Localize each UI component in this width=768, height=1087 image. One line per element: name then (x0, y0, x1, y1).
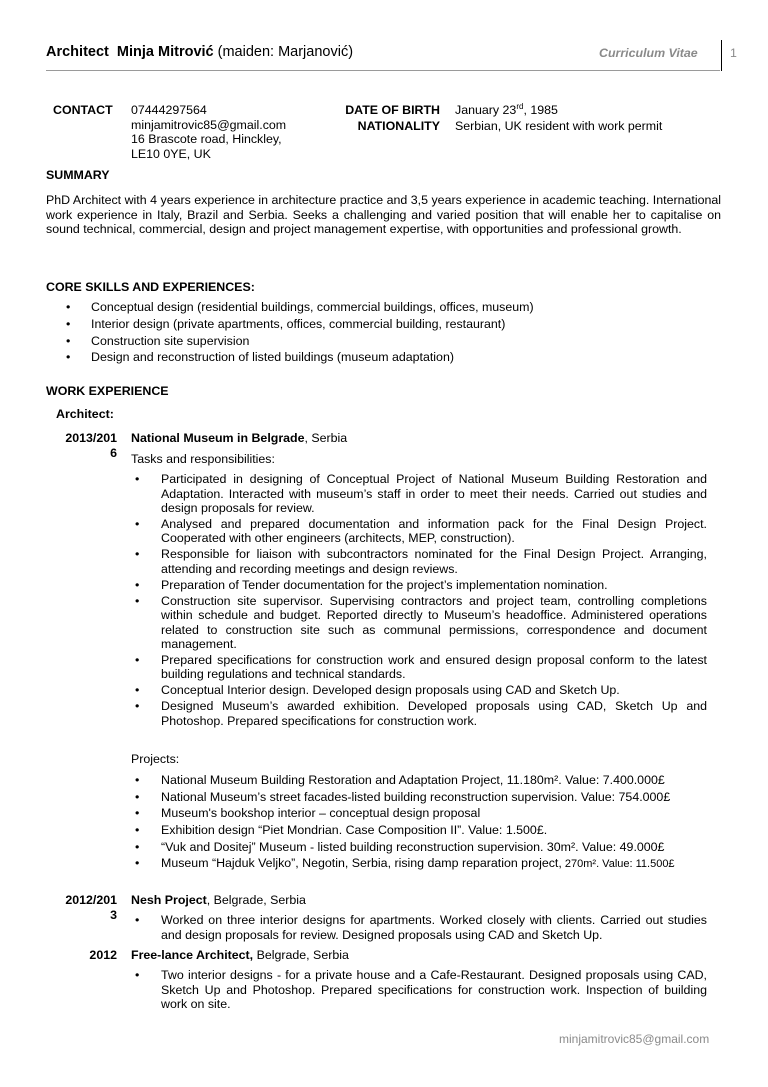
job-date: 2012/201 3 (65, 893, 117, 922)
dob-value: January 23rd, 1985 (455, 101, 558, 117)
header-vertical-divider (721, 40, 722, 71)
bullet-icon: • (135, 913, 140, 927)
footer-email: minjamitrovic85@gmail.com (559, 1032, 710, 1046)
bullet-icon: • (66, 316, 71, 331)
phone: 07444297564 (131, 103, 207, 117)
list-item: • Museum “Hajduk Veljko”, Negotin, Serbia, rising damp reparation project, 270m². Value: 11.500£ (135, 856, 675, 871)
dob-label: DATE OF BIRTH (345, 103, 440, 117)
bullet-icon: • (135, 856, 140, 871)
projects-heading: Projects: (131, 752, 180, 766)
email: minjamitrovic85@gmail.com (131, 117, 287, 132)
job-date: 2013/201 6 (65, 431, 117, 460)
bullet-icon: • (135, 968, 140, 982)
header-divider (46, 70, 720, 71)
list-item: • Construction site supervisor. Supervising contractors and project team, controlling completions within schedule and budget. Reported directly to Museum’s headoffice. Administered operations related to construction site such as communal permissions, correspondence and document management. (135, 593, 707, 652)
list-item: • “Vuk and Dositej” Museum - listed building reconstruction supervision. 30m². Value: 49.000£ (135, 839, 665, 854)
list-item: • Exhibition design “Piet Mondrian. Case Composition II”. Value: 1.500£. (135, 823, 548, 838)
job-title: National Museum in Belgrade, Serbia (131, 431, 348, 445)
skills-list (66, 300, 706, 367)
page-number: 1 (730, 46, 737, 60)
bullet-icon: • (135, 577, 140, 592)
list-item: • Two interior designs - for a private house and a Cafe-Restaurant. Designed proposals using CAD, Sketch Up and Photoshop. Prepared specifications for construction work. Inspection of building work on site. (135, 968, 707, 1011)
bullet-icon: • (135, 593, 140, 608)
bullet-icon: • (135, 516, 140, 531)
list-item: • Designed Museum’s awarded exhibition. Developed proposals using CAD, Sketch Up and Photoshop. Prepared specifications for construction work. (135, 699, 707, 728)
list-item: • Responsible for liaison with subcontractors nominated for the Final Design Project. Arranging, attending and recording meetings and design reviews. (135, 547, 707, 576)
address-line-2: LE10 0YE, UK (131, 146, 211, 161)
job-items-list (135, 968, 707, 1012)
job-title: Nesh Project, Belgrade, Serbia (131, 893, 306, 907)
name-prefix: Architect (46, 44, 109, 60)
contact-details (131, 103, 286, 161)
bullet-icon: • (135, 773, 140, 787)
bullet-icon: • (135, 652, 140, 667)
bullet-icon: • (135, 789, 140, 804)
bullet-icon: • (135, 806, 140, 821)
bullet-icon: • (135, 472, 140, 486)
skills-heading: CORE SKILLS AND EXPERIENCES: (46, 280, 255, 294)
list-item: • Design and reconstruction of listed buildings (museum adaptation) (66, 350, 454, 365)
list-item: • Conceptual design (residential buildings, commercial buildings, offices, museum) (66, 300, 534, 314)
maiden-name: (maiden: Marjanović) (217, 44, 354, 60)
list-item: • Preparation of Tender documentation for the project’s implementation nomination. (135, 577, 608, 592)
doc-type-label: Curriculum Vitae (599, 46, 698, 60)
person-name: Minja Mitrović (116, 44, 214, 60)
list-item: • Museum's bookshop interior – conceptual design proposal (135, 806, 481, 821)
list-item: • Analysed and prepared documentation and information pack for the Final Design Project. Cooperated with other engineers (architects, MEP, construction). (135, 516, 707, 546)
document-title (46, 44, 353, 61)
nationality-label: NATIONALITY (357, 119, 440, 133)
list-item: • Participated in designing of Conceptual Project of National Museum Building Restoration and Adaptation. Interacted with museum’s staff in order to meet their needs. Carried out studies and design proposals for review. (135, 472, 707, 515)
bullet-icon: • (135, 823, 140, 838)
bullet-icon: • (66, 333, 71, 348)
projects-list (135, 773, 707, 874)
role-heading: Architect: (56, 407, 114, 421)
bullet-icon: • (66, 350, 71, 365)
summary-heading: SUMMARY (46, 168, 110, 182)
summary-text: PhD Architect with 4 years experience in architecture practice and 3,5 years experience in academic teaching. International work experience in Italy, Brazil and Serbia. Seeks a challenging and varied position that will enable her to capitalise on sound technical, commercial, design and project management expertise, with opportunities and professional growth. (46, 193, 721, 236)
list-item: • Construction site supervision (66, 333, 250, 348)
address-line-1: 16 Brascote road, Hinckley, (131, 132, 282, 146)
tasks-list (135, 472, 707, 730)
bullet-icon: • (135, 547, 140, 562)
list-item: • Prepared specifications for construction work and ensured design proposal conform to the latest building regulations and technical standards. (135, 652, 707, 682)
list-item: • National Museum’s street facades-listed building reconstruction supervision. Value: 754.000£ (135, 789, 671, 804)
bullet-icon: • (135, 683, 140, 698)
list-item: • National Museum Building Restoration and Adaptation Project, 11.180m². Value: 7.400.000£ (135, 773, 665, 787)
tasks-heading: Tasks and responsibilities: (131, 452, 275, 466)
list-item: • Worked on three interior designs for apartments. Worked closely with clients. Carried out studies and design proposals for review. Designed proposals using CAD and Sketch Up. (135, 913, 707, 942)
list-item: • Conceptual Interior design. Developed design proposals using CAD and Sketch Up. (135, 683, 620, 698)
work-heading: WORK EXPERIENCE (46, 384, 169, 398)
nationality-value: Serbian, UK resident with work permit (455, 119, 663, 133)
job-title: Free-lance Architect, Belgrade, Serbia (131, 948, 349, 962)
bullet-icon: • (135, 699, 140, 714)
job-date: 2012 (89, 948, 117, 962)
list-item: • Interior design (private apartments, offices, commercial building, restaurant) (66, 316, 506, 331)
contact-label: CONTACT (53, 103, 113, 117)
bullet-icon: • (66, 300, 71, 314)
bullet-icon: • (135, 839, 140, 854)
job-items-list (135, 913, 707, 942)
